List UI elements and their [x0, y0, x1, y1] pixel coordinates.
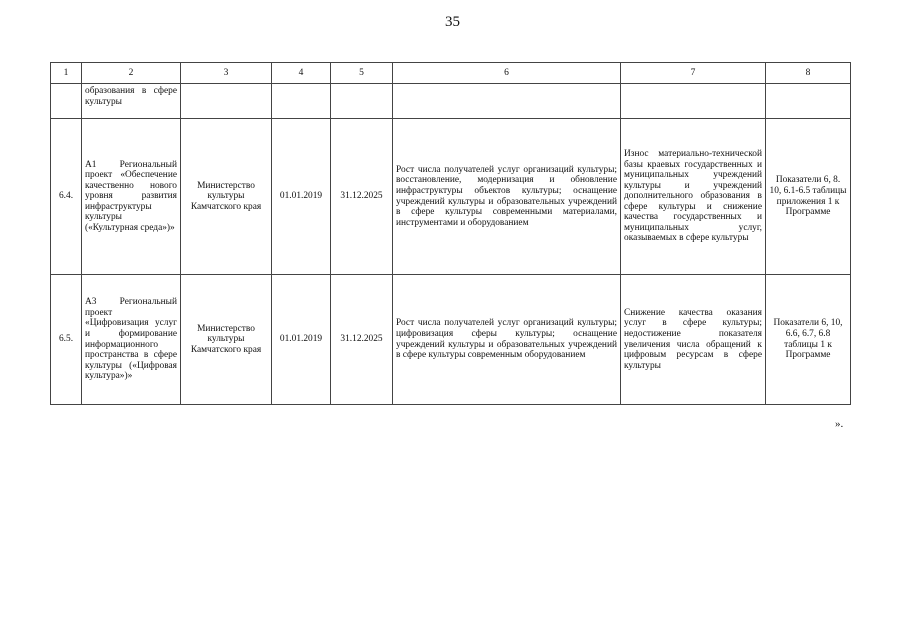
responsible-executor: Министерство культуры Камчатского края	[181, 119, 272, 275]
responsible-executor: Министерство культуры Камчатского края	[181, 275, 272, 405]
end-date: 31.12.2025	[331, 119, 393, 275]
responsible-executor	[181, 84, 272, 119]
expected-result	[393, 84, 621, 119]
header-col-2: 2	[82, 63, 181, 84]
page-number: 35	[445, 14, 460, 30]
consequences: Снижение качества оказания услуг в сфере культуры; недостижение показателя увеличения числа обращений к цифровым ресурсам в сфере культуры	[621, 275, 766, 405]
header-col-5: 5	[331, 63, 393, 84]
table-row	[51, 275, 851, 405]
consequences	[621, 84, 766, 119]
table-row	[51, 84, 851, 119]
indicators: Показатели 6, 8. 10, 6.1-6.5 таблицы приложения 1 к Программе	[766, 119, 851, 275]
header-col-7: 7	[621, 63, 766, 84]
closing-quote-mark: ».	[835, 418, 844, 430]
start-date: 01.01.2019	[272, 275, 331, 405]
start-date	[272, 84, 331, 119]
row-number: 6.4.	[51, 119, 82, 275]
header-col-3: 3	[181, 63, 272, 84]
expected-result: Рост числа получателей услуг организаций культуры; цифровизация сферы культуры; оснащение учреждений культуры и образовательных учреждений в сфере культуры современным оборудованием	[393, 275, 621, 405]
header-col-4: 4	[272, 63, 331, 84]
measure-name: А3 Региональный проект «Цифровизация услуг и формирование информационного пространства в сфере культуры («Цифровая культура»)»	[82, 275, 181, 405]
table-header-row	[51, 63, 851, 84]
end-date: 31.12.2025	[331, 275, 393, 405]
table-row	[51, 119, 851, 275]
row-number: 6.5.	[51, 275, 82, 405]
program-table	[50, 62, 851, 405]
header-col-8: 8	[766, 63, 851, 84]
measure-name: А1 Региональный проект «Обеспечение качественно нового уровня развития инфраструктуры культуры («Культурная среда»)»	[82, 119, 181, 275]
row-number	[51, 84, 82, 119]
header-col-6: 6	[393, 63, 621, 84]
indicators: Показатели 6, 10, 6.6, 6.7, 6.8 таблицы 1 к Программе	[766, 275, 851, 405]
consequences: Износ материально-технической базы краевых государственных и муниципальных учреждений культуры и учреждений дополнительного образования в сфере культуры и снижение качества государственных и муниципальных услуг, оказываемых в сфере культуры	[621, 119, 766, 275]
end-date	[331, 84, 393, 119]
expected-result: Рост числа получателей услуг организаций культуры; восстановление, модернизация и обновление инфраструктуры объектов культуры; оснащение учреждений культуры и образовательных учреждений в сфере культуры современными материалами, инструментами и оборудованием	[393, 119, 621, 275]
start-date: 01.01.2019	[272, 119, 331, 275]
indicators	[766, 84, 851, 119]
measure-name: образования в сфере культуры	[82, 84, 181, 119]
header-col-1: 1	[51, 63, 82, 84]
